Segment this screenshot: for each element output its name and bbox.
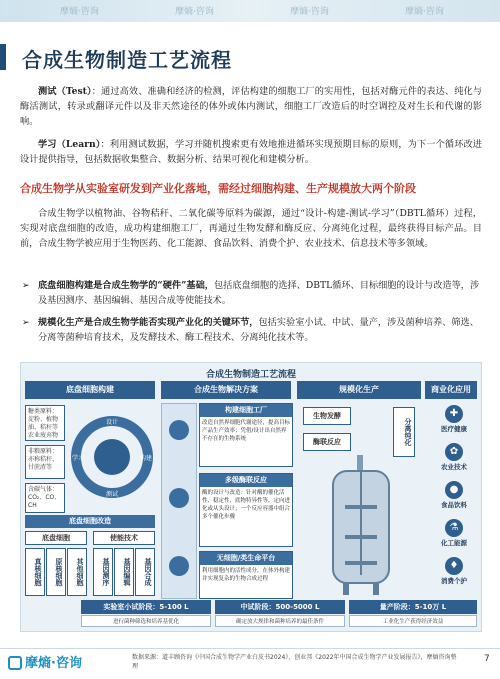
tech-type: 基因测序 bbox=[93, 548, 113, 596]
dbtl-step: 设计 bbox=[105, 419, 119, 426]
bullet-text: 包括底盘细胞的选择、DBTL循环、目标细胞的设计与改造等，涉及基因测序、基因编辑、基因合成等使能技术。 bbox=[38, 280, 480, 306]
test-label: 测试（Test） bbox=[38, 86, 92, 97]
cell-type: 其他细胞 bbox=[67, 548, 87, 596]
food-icon: ● bbox=[445, 481, 463, 499]
stage-pilot: 中试阶段：500-5000 L bbox=[215, 600, 345, 614]
app-chemical bbox=[429, 519, 479, 547]
solution-header: 构建细胞工厂 bbox=[200, 404, 292, 417]
solution-header: 多级酶联反应 bbox=[200, 474, 292, 487]
column-header: 商业化应用 bbox=[425, 381, 477, 399]
plant-icon: ✿ bbox=[445, 443, 463, 461]
cell-type: 原核细胞 bbox=[46, 548, 66, 596]
column-header: 合成生物解决方案 bbox=[161, 381, 291, 399]
learn-label: 学习（Learn） bbox=[38, 139, 101, 150]
purify-label: 分离纯化 bbox=[393, 407, 415, 457]
enzyme-reaction-label: 酶联反应 bbox=[303, 433, 351, 451]
flask-icon: ⚗ bbox=[445, 519, 463, 537]
logo-icon bbox=[8, 656, 22, 670]
dbtl-step: 学习 bbox=[71, 455, 85, 462]
footer-divider bbox=[0, 648, 500, 649]
page-number: 7 bbox=[484, 654, 490, 664]
intro-paragraph: 合成生物学以植物油、谷物秸秆、二氧化碳等原料为碳源，通过“设计-构建-测试-学习”（DBTL循环）过程，实现对底盘细胞的改造，成功构建细胞工厂，再通过生物发酵和酶反应、分离纯化过程，最终获得目标产品。目前，合成生物学被应用于生物医药、化工能源、食品饮料、消费个护、农业技术、信息技术等多领域。 bbox=[20, 208, 482, 249]
app-label: 消费个护 bbox=[441, 577, 467, 585]
app-label: 化工能源 bbox=[441, 539, 467, 547]
solution-text: 利用细胞内的活性成分，在体外构建并实现复杂的生物合成过程 bbox=[202, 568, 291, 582]
page-title: 合成生物制造工艺流程 bbox=[22, 48, 232, 72]
solution-icons-column bbox=[161, 403, 197, 599]
watermark: 摩熵·咨询 bbox=[60, 7, 99, 17]
process-diagram bbox=[20, 362, 482, 632]
watermark: 摩熵·咨询 bbox=[290, 7, 329, 17]
app-agriculture bbox=[429, 443, 479, 471]
test-paragraph bbox=[20, 84, 482, 129]
enzyme-icon bbox=[169, 488, 189, 508]
stage-lab-note: 进行菌种筛选和培养基优化 bbox=[81, 615, 211, 627]
dbtl-step: 测试 bbox=[105, 491, 119, 498]
bioreactor-icon bbox=[321, 455, 401, 597]
test-text: ：通过高效、准确和经济的检测，评估构建的细胞工厂的实用性，包括对酶元件的表达、纯化与酶活测试，转录或翻译元件以及非天然途径的体外或体内测试，细胞工厂改造后的时空调控及对生长和代谢的影响。 bbox=[20, 86, 482, 127]
app-food bbox=[429, 481, 479, 509]
watermark: 摩熵·咨询 bbox=[175, 7, 214, 17]
app-label: 农业技术 bbox=[441, 463, 467, 471]
dbtl-step: 构建 bbox=[139, 455, 153, 462]
app-label: 医疗健康 bbox=[441, 425, 467, 433]
solution-enzyme bbox=[199, 473, 293, 547]
solution-cell-factory bbox=[199, 403, 293, 467]
cosmetics-icon: ♦ bbox=[445, 557, 463, 575]
solution-text: 酶的设计与改造：针对酶的催化活性、稳定性、底物特异性等，定向进化或从头设计；一个反应容器中组合多个催化步骤 bbox=[202, 490, 291, 520]
app-healthcare bbox=[429, 405, 479, 433]
arrow-bullet-icon: ➢ bbox=[22, 317, 30, 328]
stage-mass-note: 工业化生产获得经济效益 bbox=[349, 615, 477, 627]
cell-gear-icon bbox=[94, 439, 130, 475]
arrow-bullet-icon: ➢ bbox=[22, 280, 30, 291]
solution-cellfree bbox=[199, 551, 293, 599]
header-banner bbox=[0, 0, 500, 22]
solution-header: 无细胞/类生命平台 bbox=[200, 552, 292, 565]
diagram-title: 合成生物制造工艺流程 bbox=[205, 370, 296, 380]
app-consumer bbox=[429, 557, 479, 585]
enable-tech-label: 使能技术 bbox=[93, 531, 155, 545]
bullet-chassis bbox=[20, 278, 482, 308]
bullet-scale bbox=[20, 315, 482, 345]
cell-icon bbox=[169, 556, 189, 576]
stage-lab: 实验室小试阶段：5-100 L bbox=[81, 600, 211, 614]
dbtl-cycle bbox=[71, 407, 153, 507]
tech-type: 基因合成 bbox=[135, 548, 155, 596]
learn-text: ：利用测试数据，学习并随机搜索更有效地推进循环实现预期目标的原则，为下一个循环改进设计提供指导，包括数据收集整合、数据分析、结果可视化和建模分析。 bbox=[20, 139, 482, 165]
app-label: 食品饮料 bbox=[441, 501, 467, 509]
section-heading: 合成生物学从实验室研发到产业化落地，需经过细胞构建、生产规模放大两个阶段 bbox=[20, 182, 416, 195]
bullet-bold: 规模化生产是合成生物学能否实现产业化的关键环节， bbox=[38, 317, 259, 328]
watermark: 摩熵·咨询 bbox=[405, 7, 444, 17]
bullet-text: 包括实验室小试、中试、量产，涉及菌种培养、筛选、分离等菌种培育技术，及发酵技术、酶工程技术、分离纯化技术等。 bbox=[38, 317, 479, 343]
raw-material-nonfood: 非粮原料：亦称秸秆、甘蔗渣等 bbox=[25, 445, 65, 479]
solution-text: 改造自然界细胞代谢途径，提高目标产品生产效率；凭借/设计出自然界不存在的生物系统 bbox=[202, 420, 291, 442]
title-accent bbox=[0, 44, 6, 70]
bullet-bold: 底盘细胞构建是合成生物学的“硬件”基础， bbox=[38, 280, 214, 291]
chassis-label: 底盘细胞 bbox=[25, 531, 87, 545]
ferment-label: 生物发酵 bbox=[303, 407, 351, 425]
stage-pilot-note: 确定放大规律和菌种培养的最佳条件 bbox=[215, 615, 345, 627]
cell-type: 真核细胞 bbox=[25, 548, 45, 596]
heart-icon: ✚ bbox=[445, 405, 463, 423]
brand-name: 摩熵·咨询 bbox=[25, 656, 82, 671]
learn-paragraph bbox=[20, 137, 482, 167]
column-header: 底盘细胞构建 bbox=[25, 381, 155, 399]
tech-type: 基因编辑 bbox=[114, 548, 134, 596]
gear-icon bbox=[169, 420, 189, 440]
raw-material-gas: 含碳气体：CO₂、CO、CH bbox=[25, 483, 65, 513]
brand-logo bbox=[8, 652, 82, 671]
column-header: 规模化生产 bbox=[297, 381, 421, 399]
raw-material-sugar: 糖类原料：淀粉、植物油、秸秆等农业废弃物 bbox=[25, 405, 65, 441]
chassis-header: 底盘细胞改造 bbox=[25, 515, 155, 528]
data-source: 数据来源：道丰顾咨询《中国合成生物学产业白皮书2024》，创业邦《2022年中国合成生物学产业发展报告》，摩熵咨询整理 bbox=[132, 654, 457, 670]
stage-mass: 量产阶段：5-10万 L bbox=[349, 600, 477, 614]
